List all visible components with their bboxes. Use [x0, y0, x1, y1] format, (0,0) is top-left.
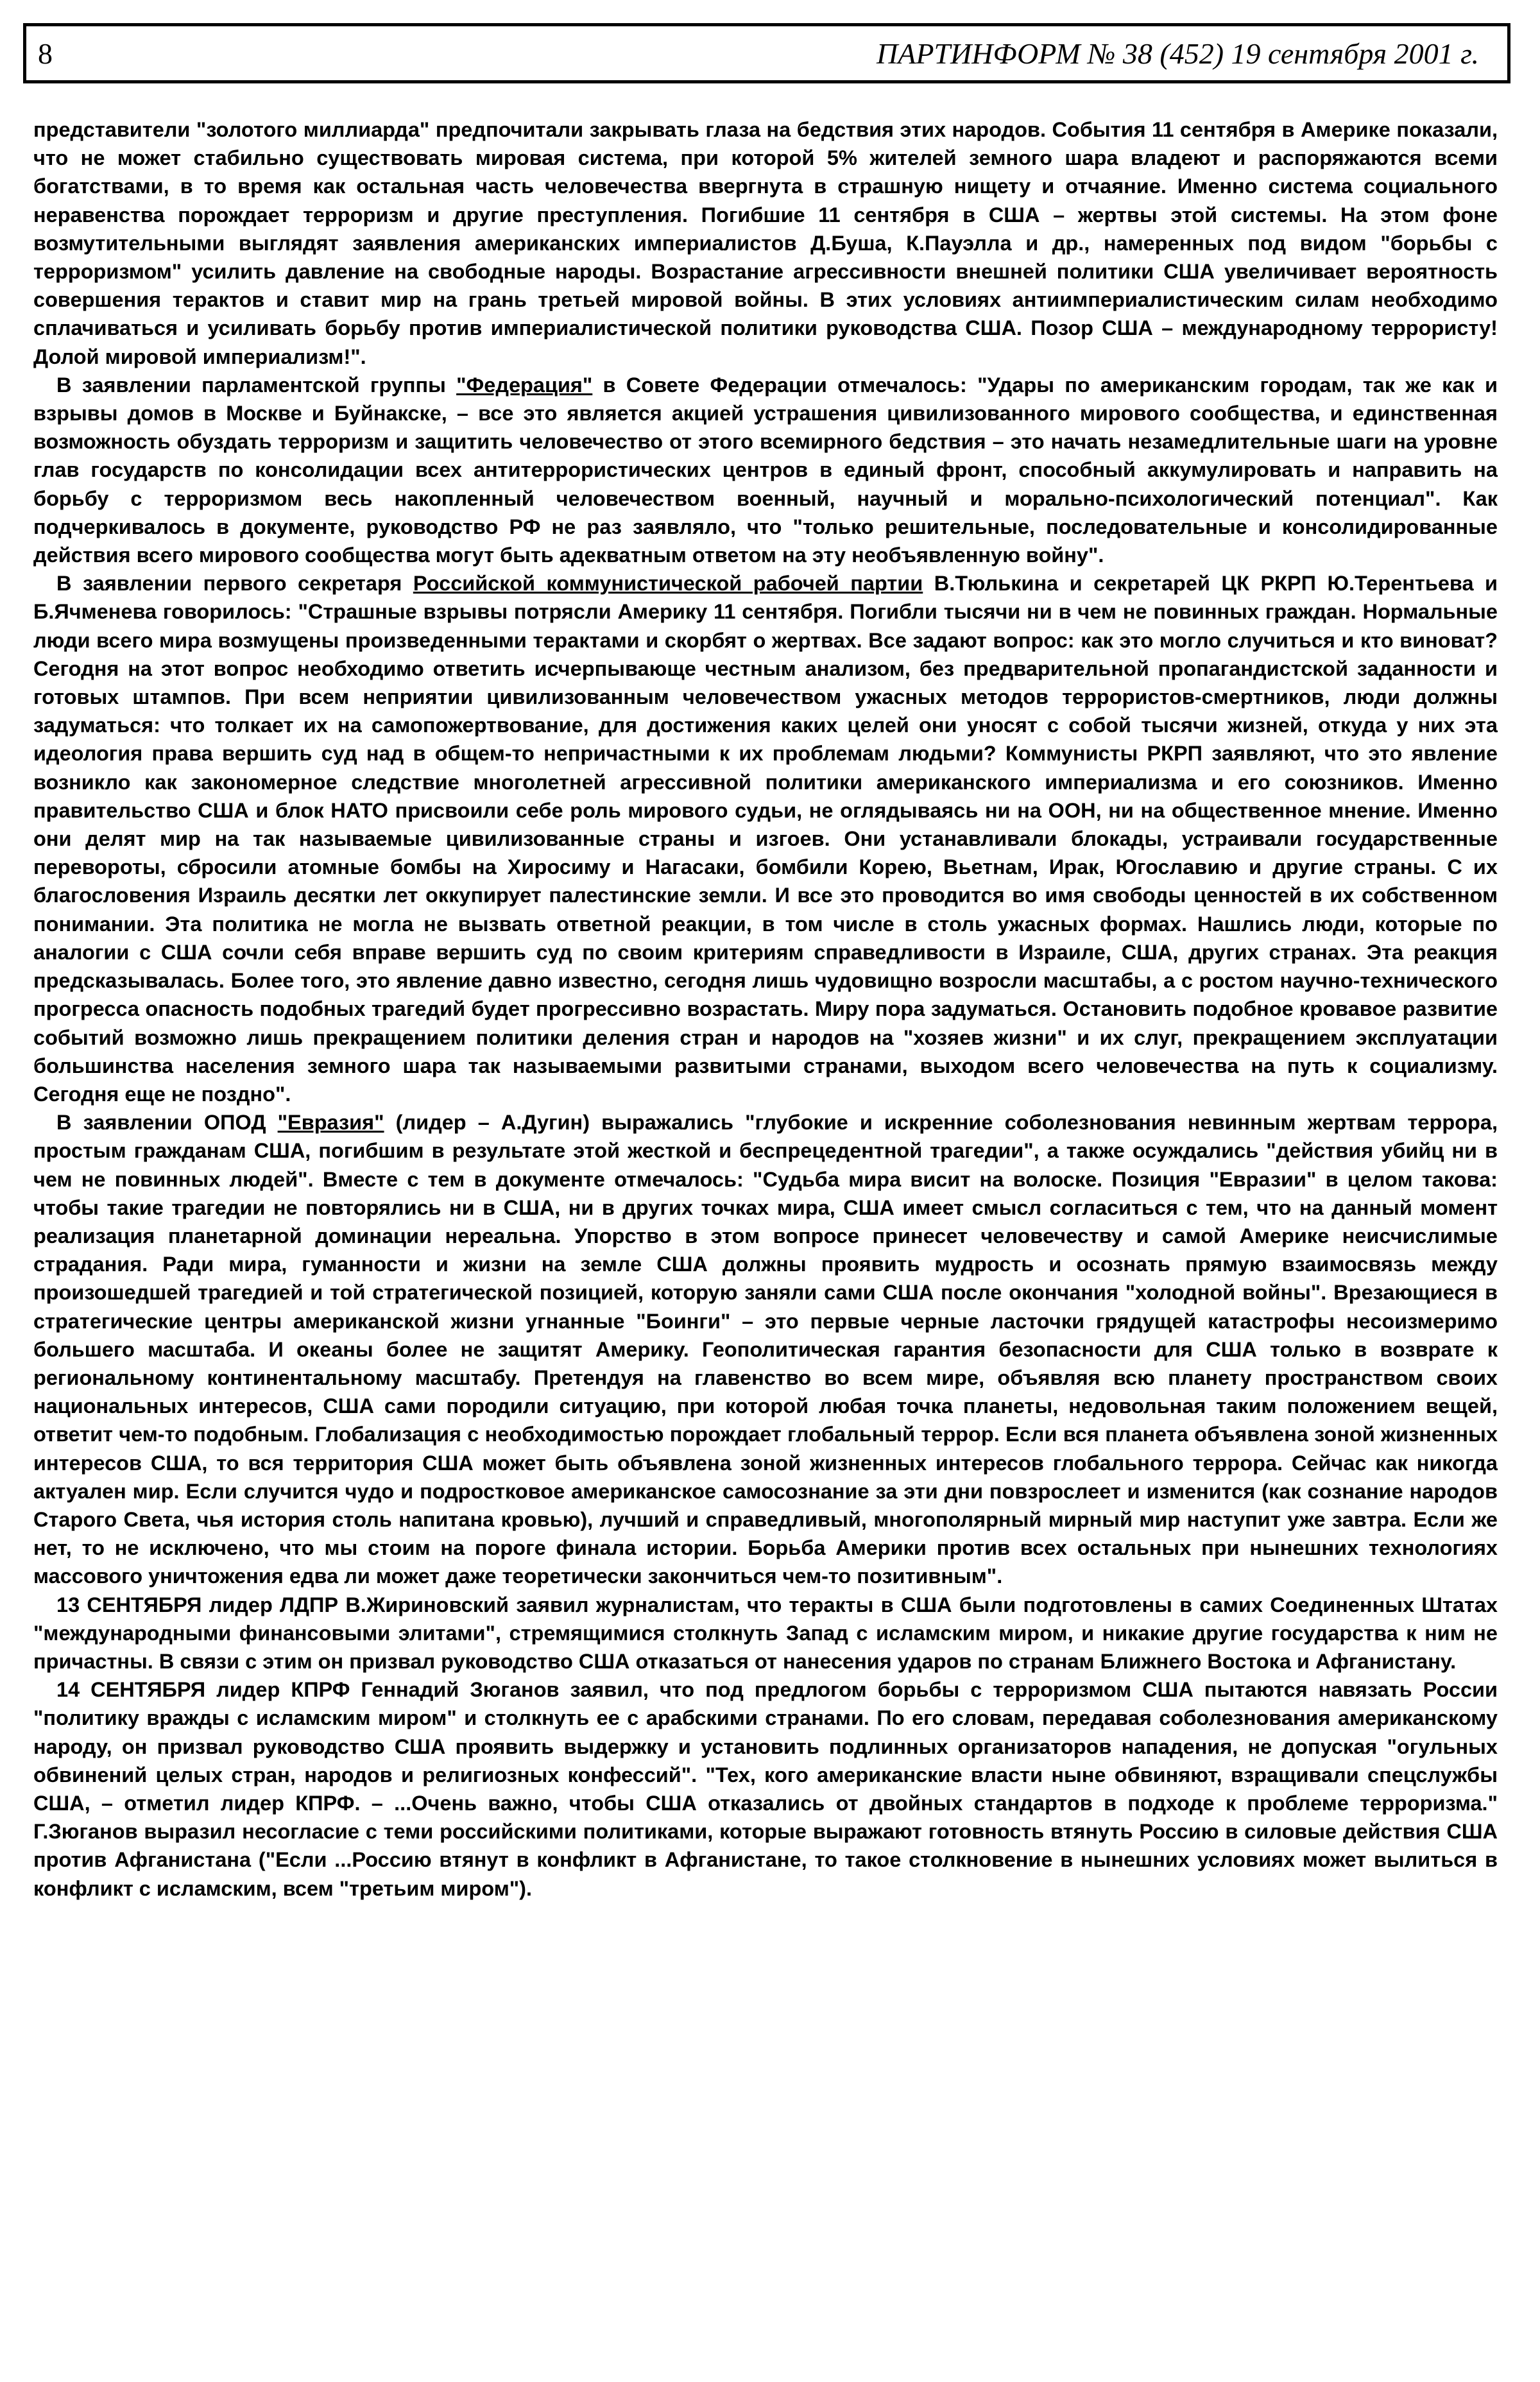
- rkrp-link[interactable]: Российской коммунистической рабочей партии: [413, 572, 923, 596]
- eurasia-link[interactable]: "Евразия": [277, 1111, 384, 1135]
- paragraph-text: В заявлении первого секретаря: [56, 572, 413, 596]
- masthead: ПАРТИНФОРМ № 38 (452) 19 сентября 2001 г.: [877, 37, 1479, 70]
- paragraph-text: В заявлении парламентской группы: [56, 373, 457, 397]
- page-number: 8: [38, 37, 53, 70]
- paragraph-text: В.Тюлькина и секретарей ЦК РКРП Ю.Терентьева и Б.Ячменева говорилось: "Страшные взрывы потрясли Америку 11 сентября. Погибли тысячи ни в чем не повинных граждан. Нормальные люди всего мира возмущены произведенными терактами и скорбят о жертвах. Все задают вопрос: как это могло случиться и кто виноват? Сегодня на этот вопрос необходимо ответить исчерпывающе честным анализом, без предварительной пропагандистской заданности и готовых штампов. При всем неприятии цивилизованным человечеством ужасных методов террористов-смертников, люди должны задуматься: что толкает их на самопожертвование, для достижения каких целей они уносят с собой тысячи жизней, откуда у них эта идеология права вершить суд над в общем-то непричастными к их проблемам людьми? Коммунисты РКРП заявляют, что это явление возникло как закономерное следствие многолетней агрессивной политики американского империализма и его союзников. Именно правительство США и блок НАТО присвоили себе роль мирового судьи, не оглядываясь ни на ООН, ни на общественное мнение. Именно они делят мир на так называемые цивилизованные страны и изгоев. Они устанавливали блокады, устраивали государственные перевороты, сбросили атомные бомбы на Хиросиму и Нагасаки, бомбили Корею, Вьетнам, Ирак, Югославию и другие страны. С их благословения Израиль десятки лет оккупирует палестинские земли. И все это проводится во имя свободы ценностей в их собственном понимании. Эта политика не могла не вызвать ответной реакции, в том числе в столь ужасных формах. Нашлись люди, которые по аналогии с США сочли себя вправе вершить суд по своим критериям справедливости в Израиле, США, других странах. Эта реакция предсказывалась. Более того, это явление давно известно, сегодня лишь чудовищно возросли масштабы, а с ростом научно-технического прогресса опасность подобных трагедий будет прогрессивно возрастать. Миру пора задуматься. Остановить подобное кровавое развитие событий возможно лишь прекращением политики деления стран и народов на "хозяев жизни" и их слуг, прекращением эксплуатации большинства населения земного шара так называемыми развитыми странами, выходом всего человечества на путь к социализму. Сегодня еще не поздно".: [33, 572, 1498, 1106]
- federation-link[interactable]: "Федерация": [456, 373, 593, 397]
- paragraph: 14 СЕНТЯБРЯ лидер КПРФ Геннадий Зюганов заявил, что под предлогом борьбы с терроризмом США пытаются навязать России "политику вражды с исламским миром" и столкнуть ее с арабскими странами. По его словам, передавая соболезнования американскому народу, он призвал руководство США проявить выдержку и установить подлинных организаторов нападения, не допуская "огульных обвинений целых стран, народов и религиозных конфессий". "Тех, кого американские власти ныне обвиняют, взращивали спецслужбы США, – отметил лидер КПРФ. – ...Очень важно, чтобы США отказались от двойных стандартов в подходе к проблеме терроризма." Г.Зюганов выразил несогласие с теми российскими политиками, которые выражают готовность втянуть Россию в силовые действия США против Афганистана ("Если ...Россию втянут в конфликт в Афганистане, то такое столкновение в нынешних условиях может вылиться в конфликт с исламским, всем "третьим миром").: [33, 1678, 1498, 1900]
- paragraph: представители "золотого миллиарда" предпочитали закрывать глаза на бедствия этих народов. События 11 сентября в Америке показали, что не может стабильно существовать мировая система, при которой 5% жителей земного шара владеют и распоряжаются всеми богатствами, в то время как остальная часть человечества ввергнута в страшную нищету и отчаяние. Именно система социального неравенства порождает терроризм и другие преступления. Погибшие 11 сентября в США – жертвы этой системы. На этом фоне возмутительными выглядят заявления американских империалистов Д.Буша, К.Пауэлла и др., намеренных под видом "борьбы с терроризмом" усилить давление на свободные народы. Возрастание агрессивности внешней политики США увеличивает вероятность совершения терактов и ставит мир на грань третьей мировой войны. В этих условиях антиимпериалистическим силам необходимо сплачиваться и усиливать борьбу против империалистической политики руководства США. Позор США – международному террористу! Долой мировой империализм!".: [33, 118, 1498, 368]
- paragraph: [33, 371, 1498, 569]
- paragraph: 13 СЕНТЯБРЯ лидер ЛДПР В.Жириновский заявил журналистам, что теракты в США были подготовлены в самих Соединенных Штатах "международными финансовыми элитами", стремящимися столкнуть Запад с исламским миром, и никакие другие государства к ним не причастны. В связи с этим он призвал руководство США отказаться от нанесения ударов по странам Ближнего Востока и Афганистану.: [33, 1593, 1498, 1673]
- page-header: [23, 23, 1510, 83]
- paragraph-text: В заявлении ОПОД: [56, 1111, 278, 1135]
- paragraph: [33, 569, 1498, 1108]
- paragraph: [33, 1108, 1498, 1590]
- article-body: [33, 116, 1498, 1903]
- paragraph-text: (лидер – А.Дугин) выражались "глубокие и искренние соболезнования невинным жертвам террора, простым гражданам США, погибшим в результате этой жесткой и беспрецедентной трагедии", а также осуждались "действия убийц ни в чем не повинных людей". Вместе с тем в документе отмечалось: "Судьба мира висит на волоске. Позиция "Евразии" в целом такова: чтобы такие трагедии не повторялись ни в США, ни в других точках мира, США имеет смысл согласиться с тем, что на данный момент реализация планетарной доминации нереальна. Упорство в этом вопросе принесет человечеству и самой Америке неисчислимые страдания. Ради мира, гуманности и жизни на земле США должны проявить мудрость и осознать прямую взаимосвязь между произошедшей трагедией и той стратегической позицией, которую заняли сами США после окончания "холодной войны". Врезающиеся в стратегические центры американской жизни угнанные "Боинги" – это первые черные ласточки грядущей катастрофы несоизмеримо большего масштаба. И океаны более не защитят Америку. Геополитическая гарантия безопасности для США только в возврате к региональному континентальному масштабу. Претендуя на главенство во всем мире, объявляя всю планету пространством своих национальных интересов, США сами породили ситуацию, при которой любая точка планеты, недовольная таким положением вещей, ответит чем-то подобным. Глобализация с необходимостью порождает глобальный террор. Если вся планета объявлена зоной жизненных интересов США, то вся территория США может быть объявлена зоной жизненных интересов глобального террора. Сейчас как никогда актуален мир. Если случится чудо и подростковое американское самосознание за эти дни повзрослеет и изменится (как сознание народов Старого Света, чья история столь напитана кровью), лучший и справедливый, многополярный мирный мир наступит уже завтра. Если же нет, то не исключено, что мы стоим на пороге финала истории. Борьба Америки против всех остальных при нынешних технологиях массового уничтожения едва ли может даже теоретически закончиться чем-то позитивным".: [33, 1111, 1498, 1588]
- paragraph-text: в Совете Федерации отмечалось: "Удары по американским городам, так же как и взрывы домов в Москве и Буйнакске, – все это является акцией устрашения цивилизованного мирового сообщества, и единственная возможность обуздать терроризм и защитить человечество от этого всемирного бедствия – это начать незамедлительные шаги на уровне глав государств по консолидации всех антитеррористических центров в единый фронт, способный аккумулировать и направить на борьбу с терроризмом весь накопленный человечеством военный, научный и морально-психологический потенциал". Как подчеркивалось в документе, руководство РФ не раз заявляло, что "только решительные, последовательные и консолидированные действия всего мирового сообщества могут быть адекватным ответом на эту необъявленную войну".: [33, 373, 1498, 567]
